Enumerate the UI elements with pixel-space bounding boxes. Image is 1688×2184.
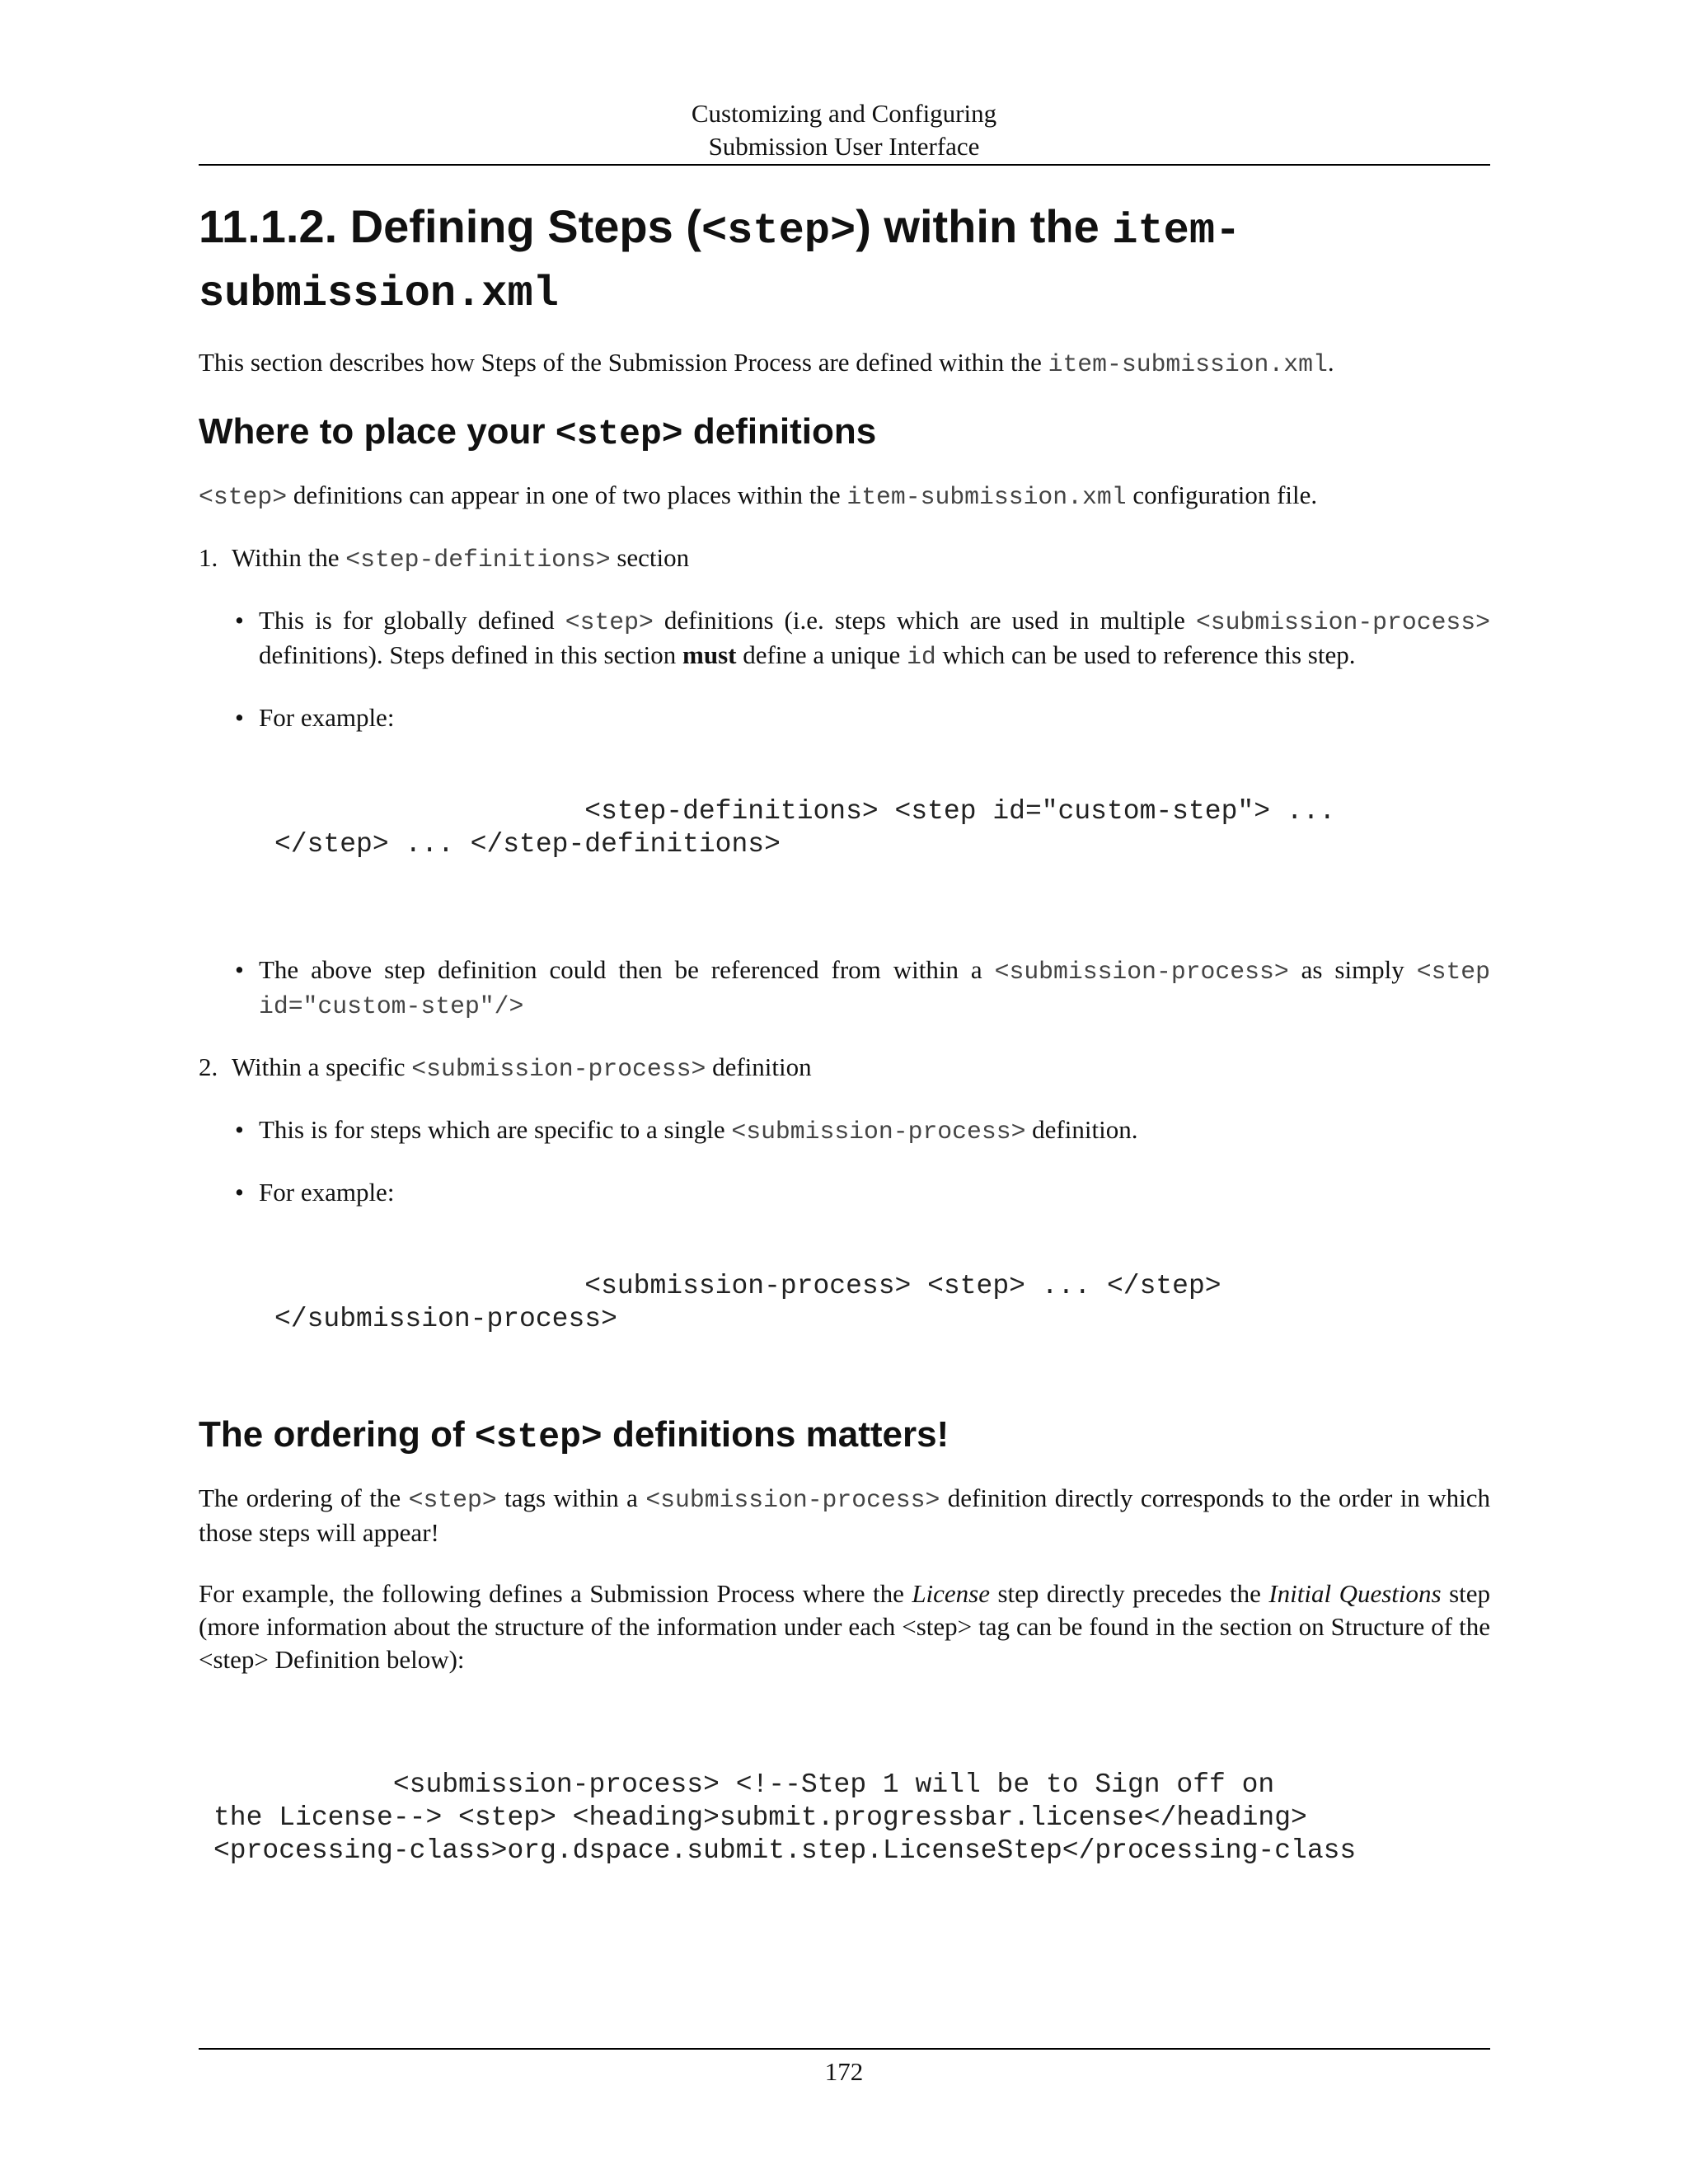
item1-b3-text1: The above step definition could then be referenced from within a [259, 955, 995, 984]
page-content [199, 198, 1490, 1868]
running-header-line1: Customizing and Configuring [691, 99, 997, 128]
where-text2: configuration file. [1126, 480, 1318, 509]
item1-b3-code2: <step id="custom-step"/> [259, 958, 1490, 1020]
bullet-marker: • [235, 606, 244, 635]
bullet-marker: • [235, 1178, 244, 1207]
item1-b1-code2: <submission-process> [1195, 608, 1490, 636]
ordering-p1-text2: tags within a [496, 1483, 646, 1512]
item1-text-pre: Within the [232, 543, 346, 572]
running-header [0, 97, 1688, 163]
section-title [199, 198, 1490, 323]
intro-paragraph [199, 346, 1490, 381]
item1-b1-code3: id [907, 643, 936, 671]
item1-b2-text: For example: [259, 703, 395, 732]
ordering-p1-code1: <step> [408, 1486, 497, 1514]
item2-bullet-example [232, 1176, 1490, 1209]
placement-list-2 [199, 1051, 1490, 1085]
section-title-text-mid: ) within the [856, 200, 1113, 252]
intro-text: This section describes how Steps of the Submission Process are defined within the [199, 348, 1048, 377]
ordering-p1-text3: definition directly corresponds to the order in which those steps will appear! [199, 1483, 1490, 1547]
item1-bullets [199, 604, 1490, 734]
placement-item-2 [199, 1051, 1490, 1085]
item1-bullet-global [232, 604, 1490, 673]
ordering-paragraph-1 [199, 1482, 1490, 1549]
item2-number: 2. [199, 1052, 218, 1081]
ordering-code-example [199, 1769, 1490, 1868]
heading-ordering-text: The ordering of [199, 1414, 475, 1455]
item2-b1-text2: definition. [1025, 1115, 1138, 1144]
item2-code-example [199, 1270, 1490, 1336]
heading-ordering-code: <step> [474, 1417, 603, 1457]
item1-b1-text3: definitions). Steps defined in this section [259, 640, 683, 669]
item2-b2-text: For example: [259, 1178, 395, 1207]
ordering-code-line1: <submission-process> <!--Step 1 will be to Sign off on [213, 1769, 1275, 1800]
item1-code-example [199, 795, 1490, 861]
running-header-line2: Submission User Interface [708, 132, 980, 161]
item1-b3-text2: as simply [1288, 955, 1417, 984]
ordering-p2-text2: step directly precedes the [990, 1579, 1269, 1608]
item2-b1-text1: This is for steps which are specific to a single [259, 1115, 732, 1144]
section-title-code-file: item-submission.xml [199, 207, 1241, 318]
heading-where-text-post: definitions [682, 411, 877, 452]
item2-bullet-specific [232, 1113, 1490, 1148]
heading-where-text: Where to place your [199, 411, 556, 452]
item1-b1-text2: definitions (i.e. steps which are used in multiple [653, 606, 1196, 635]
heading-where-code: <step> [555, 414, 683, 454]
ordering-paragraph-2 [199, 1577, 1490, 1676]
ordering-p1-text1: The ordering of the [199, 1483, 409, 1512]
header-rule [199, 164, 1490, 166]
section-title-code-step: <step> [701, 207, 856, 255]
item2-text-pre: Within a specific [232, 1052, 412, 1081]
item1-number: 1. [199, 543, 218, 572]
section-title-text: 11.1.2. Defining Steps ( [199, 200, 701, 252]
bullet-marker: • [235, 1115, 244, 1144]
intro-end: . [1327, 348, 1334, 377]
where-text1: definitions can appear in one of two places within the [287, 480, 847, 509]
page-number: 172 [824, 2057, 864, 2086]
where-code-file: item-submission.xml [846, 483, 1127, 511]
where-paragraph [199, 479, 1490, 513]
item2-code: <submission-process> [411, 1055, 706, 1083]
heading-ordering-text-post: definitions matters! [602, 1414, 950, 1455]
item1-code-line1: <step-definitions> <step id="custom-step"> ... [274, 796, 1336, 827]
footer-rule [199, 2048, 1490, 2050]
item1-code: <step-definitions> [345, 546, 611, 574]
item2-bullets [199, 1113, 1490, 1209]
item1-bullets-after [199, 954, 1490, 1023]
item1-b1-text4: define a unique [736, 640, 907, 669]
intro-code: item-submission.xml [1048, 350, 1328, 378]
ordering-p2-text1: For example, the following defines a Submission Process where the [199, 1579, 912, 1608]
item1-b1-text1: This is for globally defined [259, 606, 565, 635]
ordering-p2-italic-license: License [912, 1579, 991, 1608]
item1-b3-code1: <submission-process> [994, 958, 1289, 986]
item2-b1-code1: <submission-process> [731, 1118, 1026, 1146]
item1-bullet-example [232, 701, 1490, 734]
item1-b1-code1: <step> [565, 608, 654, 636]
ordering-p1-code2: <submission-process> [645, 1486, 940, 1514]
item1-text-post: section [610, 543, 690, 572]
item1-bullet-reference [232, 954, 1490, 1023]
item2-code-line2: </submission-process> [274, 1304, 617, 1334]
ordering-p2-italic-initial-questions: Initial Questions [1268, 1579, 1442, 1608]
placement-item-1 [199, 541, 1490, 576]
item1-code-line2: </step> ... </step-definitions> [274, 829, 781, 860]
ordering-code-line3: <processing-class>org.dspace.submit.step.LicenseStep</processing-class [213, 1835, 1357, 1866]
bullet-marker: • [235, 955, 244, 984]
heading-where-to-place [199, 409, 1490, 457]
placement-list [199, 541, 1490, 576]
where-code-step: <step> [199, 483, 288, 511]
item1-b1-bold: must [682, 640, 737, 669]
ordering-p2-text3: step (more information about the structure of the information under each <step> tag can be found in the section on Structure of the <step> Definition below): [199, 1579, 1491, 1674]
item1-b1-text5: which can be used to reference this step. [935, 640, 1356, 669]
bullet-marker: • [235, 703, 244, 732]
item2-text-post: definition [706, 1052, 812, 1081]
heading-ordering [199, 1412, 1490, 1460]
ordering-code-line2: the License--> <step> <heading>submit.progressbar.license</heading> [213, 1802, 1307, 1833]
item2-code-line1: <submission-process> <step> ... </step> [274, 1271, 1221, 1301]
